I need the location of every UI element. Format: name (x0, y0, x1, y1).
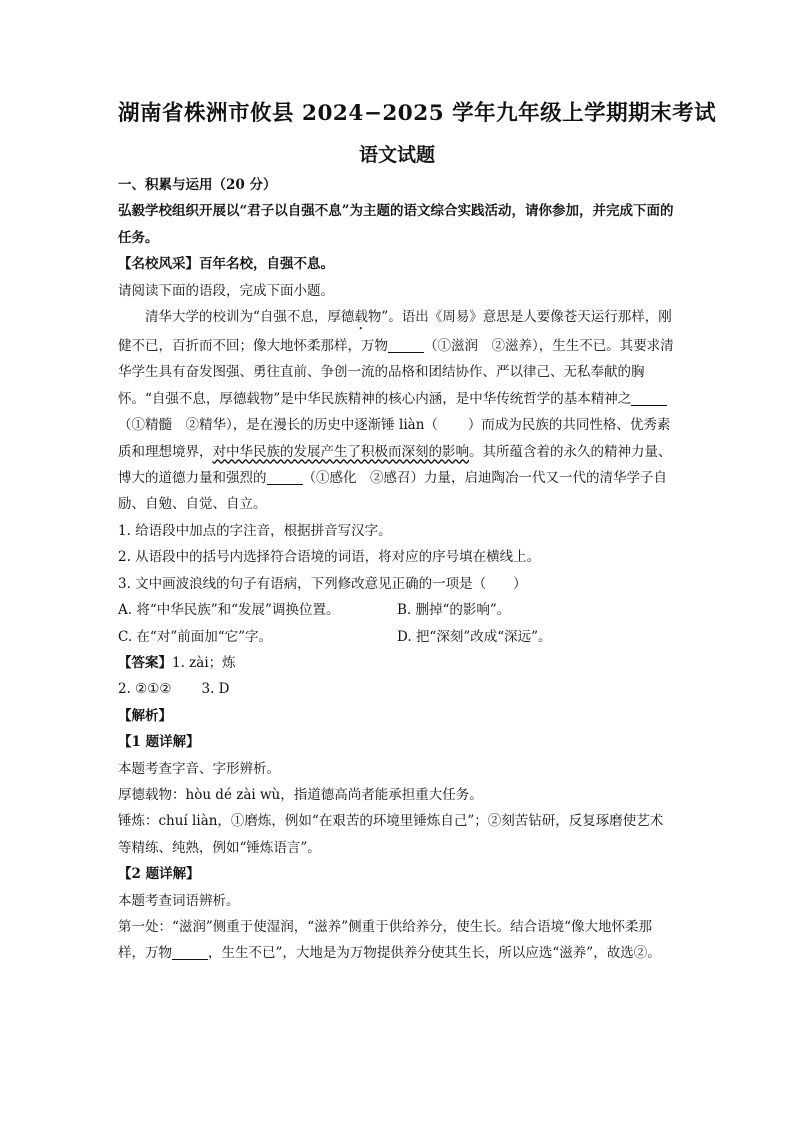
answer-blank (631, 390, 667, 406)
answer-1: 1. zài；炼 (172, 654, 236, 671)
option-d: D. 把“深刻”改成“深远”。 (397, 628, 552, 645)
detail-2-a: 第一处：“滋润”侧重于使湿润，“滋养”侧重于供给养分，使生长。结合语境“像大地怀柔那样，万物 ，生生不已”，大地是为万物提供养分使其生长，所以应选“滋养”，故选②。 (118, 918, 661, 962)
dotted-char: 载 (354, 309, 368, 326)
answer-blank (388, 337, 424, 353)
option-c: C. 在“对”前面加“它”字。 (118, 628, 273, 645)
document-subtitle: 语文试题 (358, 144, 435, 166)
answer-blank (267, 469, 303, 485)
detail-1-b: 锤炼：chuí liàn，①磨炼，例如“在艰苦的环境里锤炼自己”；②刻苦钻研，反复琢磨使艺术等精练、纯熟，例如“锤炼语言”。 (118, 813, 664, 856)
detail-1-intro: 本题考查字音、字形辨析。 (118, 760, 280, 777)
document-title: 湖南省株洲市攸县 2024−2025 学年九年级上学期期末考试 (118, 101, 717, 126)
question-1: 1. 给语段中加点的字注音，根据拼音写汉字。 (118, 522, 392, 539)
option-a: A. 将“中华民族”和“发展”调换位置。 (118, 602, 340, 619)
reading-instruction: 请阅读下面的语段，完成下面小题。 (118, 282, 334, 299)
question-2: 2. 从语段中的括号内选择符合语境的词语，将对应的序号填在横线上。 (118, 549, 541, 566)
answer-3: 3. D (201, 681, 230, 698)
question-3: 3. 文中画波浪线的句子有语病，下列修改意见正确的一项是（ ） (118, 575, 527, 592)
option-b: B. 删掉“的影响”。 (397, 602, 511, 619)
answer-2: 2. ②①② (118, 681, 172, 698)
task-label: 【名校风采】百年名校，自强不息。 (118, 256, 334, 273)
reading-passage: 清华大学的校训为“自强不息，厚德载物”。语出《周易》意思是人要像苍天运行那样，刚健不已，百折而不回；像大地怀柔那样，万物 （①滋润 ②滋养），生生不已。其要求清华学生具有奋发图强、勇往直前、争创一流的品格和团结协作、严以律己、无私奉献的胸怀。“自强不息，厚德载物”是中华民族精神的核心内涵，是中华传统哲学的基本精神之（①精髓 ②精华），是在漫长的历史中逐渐锤 liàn（ ）而成为民族的共同性格、优秀素质和理想境界，对中华民族的发展产生了积极而深刻的影响。其所蕴含着的永久的精神力量、博大的道德力量和强烈的 （①感化 ②感召）力量，启迪陶冶一代又一代的清华学子自励、自勉、自觉、自立。 (118, 309, 674, 513)
detail-1-label: 【1 题详解】 (118, 734, 200, 751)
wavy-sentence: 对中华民族的发展产生了积极而深刻的影响 (212, 443, 469, 460)
activity-intro: 弘毅学校组织开展以“君子以自强不息”为主题的语文综合实践活动，请你参加，并完成下面的任务。 (118, 203, 674, 246)
options-row-1 (118, 597, 676, 623)
options-row-2 (118, 624, 676, 650)
answer-line-2 (118, 676, 676, 702)
detail-2-label: 【2 题详解】 (118, 866, 200, 883)
detail-2-intro: 本题考查词语辨析。 (118, 892, 240, 909)
answer-label: 【答案】 (118, 654, 172, 671)
answer-blank (172, 944, 208, 960)
analysis-label: 【解析】 (118, 707, 172, 724)
detail-1-a: 厚德载物：hòu dé zài wù，指道德高尚者能承担重大任务。 (118, 786, 483, 803)
section-heading: 一、积累与运用（20 分） (118, 177, 277, 193)
answer-line (118, 650, 676, 676)
